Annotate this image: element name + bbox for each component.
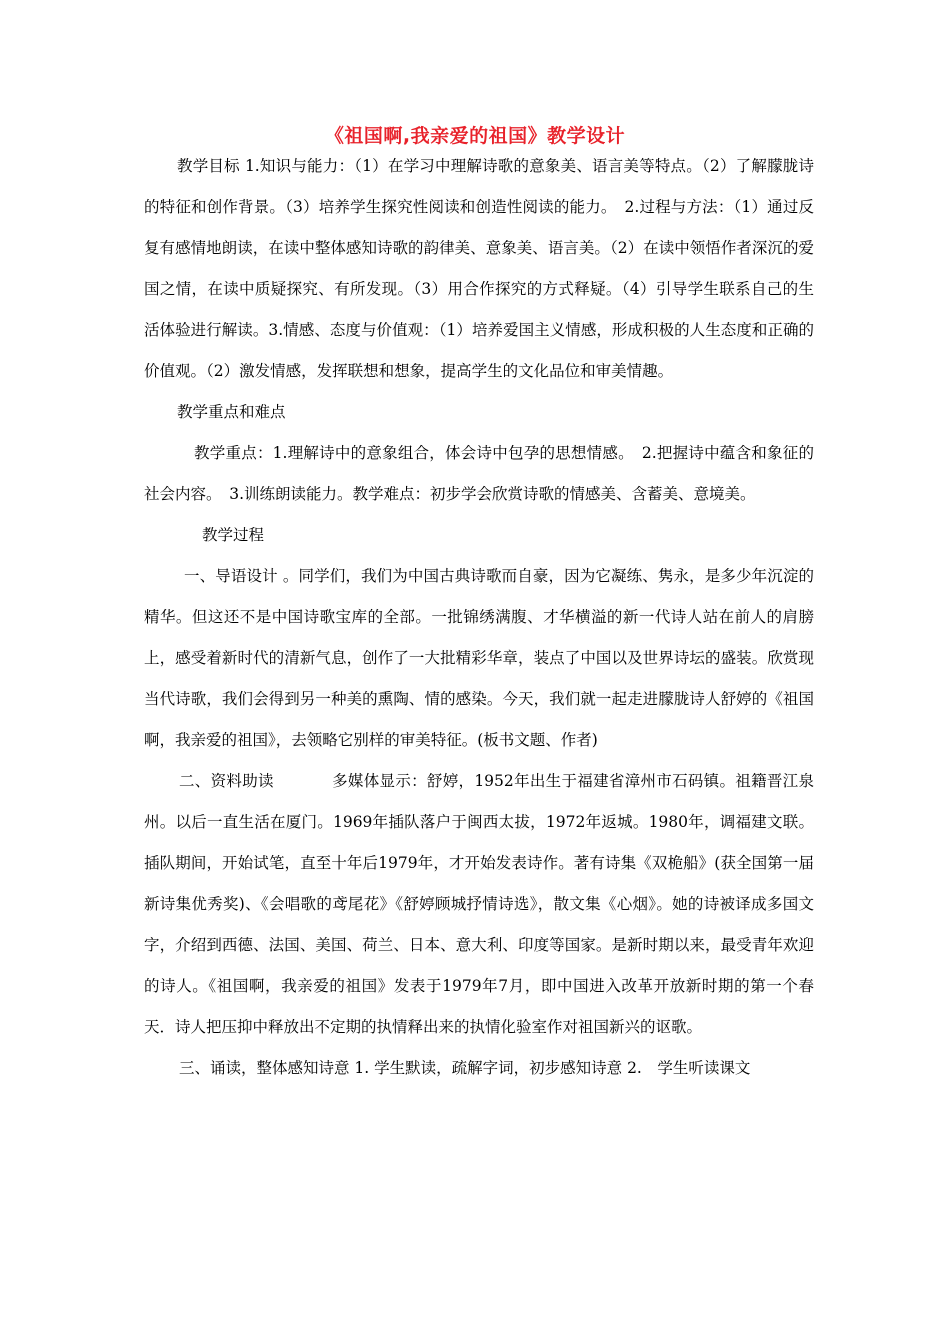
key-points-paragraph: 教学重点：1.理解诗中的意象组合，体会诗中包孕的思想情感。 2.把握诗中蕴含和象征的社会内容。 3.训练朗读能力。教学难点：初步学会欣赏诗歌的情感美、含蓄美、意境美。 xyxy=(144,444,814,503)
document-title: 《祖国啊,我亲爱的祖国》教学设计 xyxy=(324,125,626,147)
reading-paragraph: 三、诵读，整体感知诗意 1. 学生默读，疏解字词，初步感知诗意 2. 学生听读课文 xyxy=(179,1059,751,1077)
materials-label: 二、资料助读 xyxy=(179,772,274,790)
key-points-heading: 教学重点和难点 xyxy=(177,403,286,421)
process-heading: 教学过程 xyxy=(202,526,265,544)
objectives-paragraph: 教学目标 1.知识与能力：（1）在学习中理解诗歌的意象美、语言美等特点。（2）了解朦胧诗的特征和创作背景。（3）培养学生探究性阅读和创造性阅读的能力。 2.过程与方法：（1）通过反复有感情地朗读，在读中整体感知诗歌的韵律美、意象美、语言美。（2）在读中领悟作者深沉的爱国之情，在读中质疑探究、有所发现。（3）用合作探究的方式释疑。（4）引导学生联系自己的生活体验进行解读。3.情感、态度与价值观：（1）培养爱国主义情感，形成积极的人生态度和正确的价值观。（2）激发情感，发挥联想和想象，提高学生的文化品位和审美情趣。 xyxy=(144,157,814,380)
materials-text: 多媒体显示：舒婷，1952年出生于福建省漳州市石码镇。祖籍晋江泉州。以后一直生活在厦门。1969年插队落户于闽西太拔，1972年返城。1980年，调福建文联。插队期间，开始试笔，直至十年后1979年，才开始发表诗作。著有诗集《双桅船》(获全国第一届新诗集优秀奖)、《会唱歌的鸢尾花》《舒婷顾城抒情诗选》，散文集《心烟》。她的诗被译成多国文字，介绍到西德、法国、美国、荷兰、日本、意大利、印度等国家。是新时期以来，最受青年欢迎的诗人。《祖国啊，我亲爱的祖国》发表于1979年7月，即中国进入改革开放新时期的第一个春天．诗人把压抑中释放出不定期的执情释出来的执情化验室作对祖国新兴的讴歌。 xyxy=(144,772,814,1036)
intro-paragraph: 一、导语设计 。同学们，我们为中国古典诗歌而自豪，因为它凝练、隽永，是多少年沉淀的精华。但这还不是中国诗歌宝库的全部。一批锦绣满腹、才华横溢的新一代诗人站在前人的肩膀上，感受着新时代的清新气息，创作了一大批精彩华章，装点了中国以及世界诗坛的盛装。欣赏现当代诗歌，我们会得到另一种美的熏陶、情的感染。今天，我们就一起走进朦胧诗人舒婷的《祖国啊，我亲爱的祖国》，去领略它别样的审美特征。(板书文题、作者) xyxy=(144,567,814,749)
document-body xyxy=(144,146,814,1089)
materials-paragraph xyxy=(144,761,814,1048)
